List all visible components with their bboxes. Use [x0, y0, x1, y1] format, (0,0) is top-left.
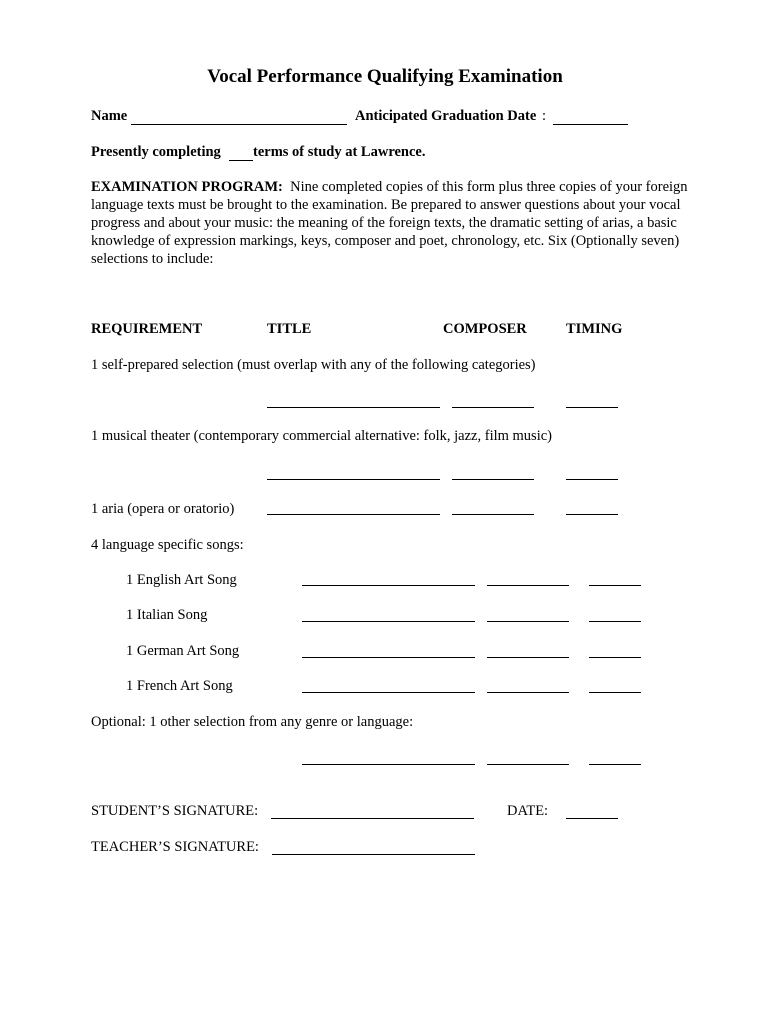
graduation-date-colon: : — [542, 108, 547, 124]
self-prepared-selection-label: 1 self-prepared selection (must overlap with any of the following categories) — [91, 357, 536, 373]
self-prepared-title-line[interactable] — [267, 407, 440, 408]
column-header-requirement: REQUIREMENT — [91, 321, 203, 337]
language-songs-heading: 4 language specific songs: — [91, 537, 244, 553]
italian-title-line[interactable] — [302, 621, 475, 622]
english-composer-line[interactable] — [487, 585, 569, 586]
optional-timing-line[interactable] — [589, 764, 641, 765]
examination-program-heading: EXAMINATION PROGRAM: — [91, 179, 283, 195]
french-composer-line[interactable] — [487, 692, 569, 693]
aria-label: 1 aria (opera or oratorio) — [91, 501, 235, 517]
self-prepared-composer-line[interactable] — [452, 407, 534, 408]
name-field-line[interactable] — [131, 124, 347, 125]
terms-of-study-label: terms of study at Lawrence. — [253, 144, 426, 160]
name-label: Name — [91, 108, 128, 124]
date-label: DATE: — [507, 803, 549, 819]
optional-composer-line[interactable] — [487, 764, 569, 765]
italian-composer-line[interactable] — [487, 621, 569, 622]
italian-timing-line[interactable] — [589, 621, 641, 622]
graduation-date-field-line[interactable] — [553, 124, 628, 125]
musical-theater-title-line[interactable] — [267, 479, 440, 480]
aria-timing-line[interactable] — [566, 514, 618, 515]
optional-selection-label: Optional: 1 other selection from any genre or language: — [91, 714, 414, 730]
english-title-line[interactable] — [302, 585, 475, 586]
musical-theater-timing-line[interactable] — [566, 479, 618, 480]
student-signature-label: STUDENT’S SIGNATURE: — [91, 803, 259, 819]
german-composer-line[interactable] — [487, 657, 569, 658]
french-timing-line[interactable] — [589, 692, 641, 693]
german-timing-line[interactable] — [589, 657, 641, 658]
italian-song-label: 1 Italian Song — [126, 607, 208, 623]
teacher-signature-label: TEACHER’S SIGNATURE: — [91, 839, 259, 855]
column-header-timing: TIMING — [566, 321, 623, 337]
column-header-title: TITLE — [267, 321, 312, 337]
german-title-line[interactable] — [302, 657, 475, 658]
musical-theater-composer-line[interactable] — [452, 479, 534, 480]
optional-title-line[interactable] — [302, 764, 475, 765]
date-field-line[interactable] — [566, 818, 618, 819]
student-signature-line[interactable] — [271, 818, 474, 819]
examination-program-text: Nine completed copies of this form plus three copies of your foreign language texts must be brought to the examination. Be prepared to answer questions about your vocal progress and about your music: the meaning of the foreign texts, the dramatic setting of arias, a basic knowledge of expression markings, keys, composer and poet, chronology, etc. Six (Optionally seven) selections to include: — [91, 179, 688, 267]
teacher-signature-line[interactable] — [272, 854, 475, 855]
self-prepared-timing-line[interactable] — [566, 407, 618, 408]
french-title-line[interactable] — [302, 692, 475, 693]
aria-title-line[interactable] — [267, 514, 440, 515]
french-art-song-label: 1 French Art Song — [126, 678, 233, 694]
examination-program-paragraph — [91, 178, 691, 268]
page-title: Vocal Performance Qualifying Examination — [207, 66, 563, 87]
german-art-song-label: 1 German Art Song — [126, 643, 240, 659]
english-art-song-label: 1 English Art Song — [126, 572, 237, 588]
column-header-composer: COMPOSER — [443, 321, 527, 337]
aria-composer-line[interactable] — [452, 514, 534, 515]
terms-count-field-line[interactable] — [229, 160, 253, 161]
graduation-date-label: Anticipated Graduation Date — [355, 108, 537, 124]
musical-theater-label: 1 musical theater (contemporary commercial alternative: folk, jazz, film music) — [91, 428, 552, 444]
english-timing-line[interactable] — [589, 585, 641, 586]
presently-completing-label: Presently completing — [91, 144, 221, 160]
